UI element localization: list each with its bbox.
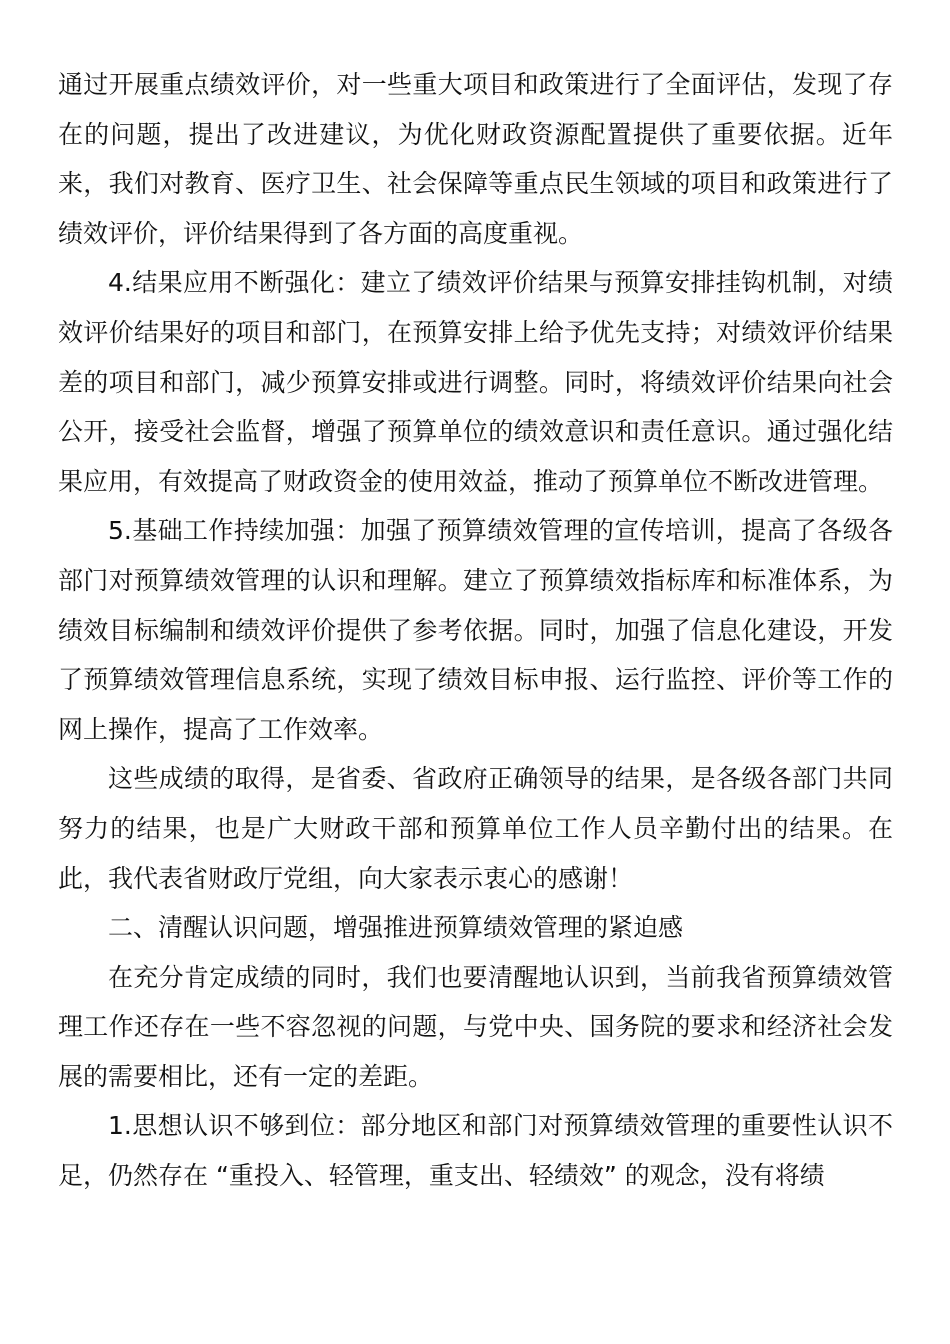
paragraph-foundation-work: 5.基础工作持续加强：加强了预算绩效管理的宣传培训，提高了各级各部门对预算绩效管理的认识和理解。建立了预算绩效指标库和标准体系，为绩效目标编制和绩效评价提供了参考依据。同时，加强了信息化建设，开发了预算绩效管理信息系统，实现了绩效目标申报、运行监控、评价等工作的网上操作，提高了工作效率。 (58, 516, 893, 744)
paragraph-acknowledgement: 这些成绩的取得，是省委、省政府正确领导的结果，是各级各部门共同努力的结果，也是广大财政干部和预算单位工作人员辛勤付出的结果。在此，我代表省财政厅党组，向大家表示衷心的感谢！ (58, 764, 893, 893)
paragraph-problems-intro: 在充分肯定成绩的同时，我们也要清醒地认识到，当前我省预算绩效管理工作还存在一些不容忽视的问题，与党中央、国务院的要求和经济社会发展的需要相比，还有一定的差距。 (58, 962, 893, 1091)
paragraph-results-application: 4.结果应用不断强化：建立了绩效评价结果与预算安排挂钩机制，对绩效评价结果好的项目和部门，在预算安排上给予优先支持；对绩效评价结果差的项目和部门，减少预算安排或进行调整。同时，将绩效评价结果向社会公开，接受社会监督，增强了预算单位的绩效意识和责任意识。通过强化结果应用，有效提高了财政资金的使用效益，推动了预算单位不断改进管理。 (58, 268, 893, 496)
document-body (58, 60, 893, 1201)
paragraph-continuation: 通过开展重点绩效评价，对一些重大项目和政策进行了全面评估，发现了存在的问题，提出了改进建议，为优化财政资源配置提供了重要依据。近年来，我们对教育、医疗卫生、社会保障等重点民生领域的项目和政策进行了绩效评价，评价结果得到了各方面的高度重视。 (58, 70, 893, 248)
paragraph-awareness-issue: 1.思想认识不够到位：部分地区和部门对预算绩效管理的重要性认识不足，仍然存在 “重投入、轻管理，重支出、轻绩效” 的观念，没有将绩 (58, 1111, 893, 1191)
section-heading-problems: 二、清醒认识问题，增强推进预算绩效管理的紧迫感 (108, 913, 684, 943)
